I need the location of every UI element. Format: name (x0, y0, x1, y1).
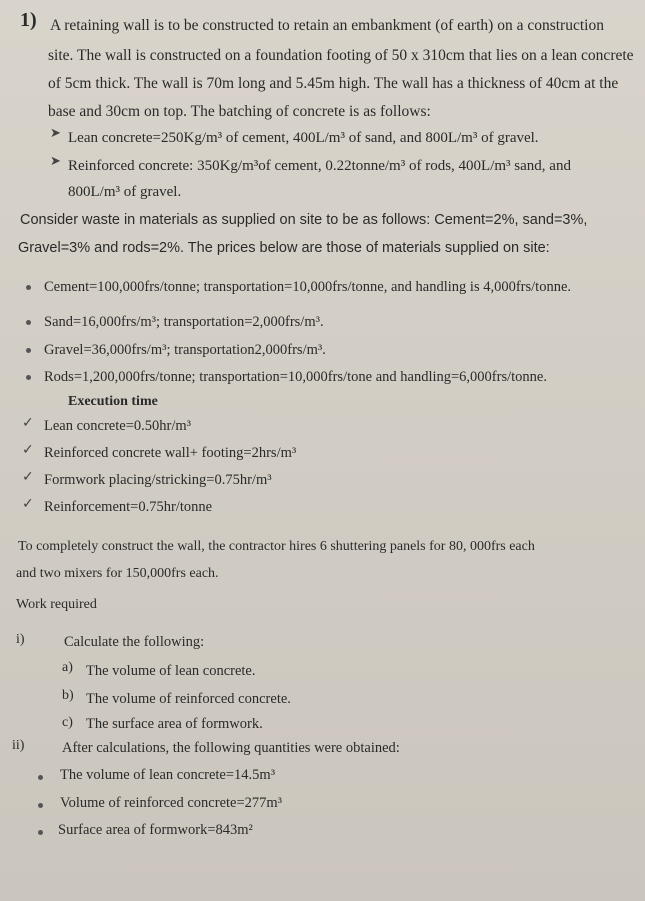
bullet-icon (26, 375, 31, 380)
result-lean: The volume of lean concrete=14.5m³ (60, 767, 276, 783)
batching-lean: Lean concrete=250Kg/m³ of cement, 400L/m³ of sand, and 800L/m³ of gravel. (68, 130, 539, 146)
check-icon: ✓ (22, 415, 34, 431)
price-gravel: Gravel=36,000frs/m³; transportation2,000frs/m³. (44, 342, 326, 358)
part-i-b-text: The volume of reinforced concrete. (86, 691, 291, 707)
part-ii-text: After calculations, the following quantities were obtained: (62, 740, 400, 756)
execution-reinforced: Reinforced concrete wall+ footing=2hrs/m³ (44, 445, 297, 461)
contractor-line-2: and two mixers for 150,000frs each. (16, 566, 219, 581)
question-number: 1) (20, 9, 37, 31)
bullet-icon (26, 285, 31, 290)
part-i-b-label: b) (62, 688, 74, 703)
part-i-a-label: a) (62, 660, 73, 675)
intro-line-1: A retaining wall is to be constructed to retain an embankment (of earth) on a construction (50, 17, 604, 34)
execution-lean: Lean concrete=0.50hr/m³ (44, 418, 191, 434)
arrow-bullet-icon: ➤ (50, 154, 61, 169)
part-i-c-text: The surface area of formwork. (86, 716, 263, 732)
arrow-bullet-icon: ➤ (50, 126, 61, 141)
bullet-icon (38, 775, 43, 780)
price-cement: Cement=100,000frs/tonne; transportation=10,000frs/tonne, and handling is 4,000frs/tonne. (44, 279, 571, 295)
part-i-text: Calculate the following: (64, 634, 205, 650)
part-ii-label: ii) (12, 738, 25, 753)
bullet-icon (26, 320, 31, 325)
bullet-icon (26, 348, 31, 353)
waste-line-2: Gravel=3% and rods=2%. The prices below are those of materials supplied on site: (18, 240, 550, 256)
part-i-c-label: c) (62, 715, 73, 730)
work-required-heading: Work required (16, 597, 97, 612)
bullet-icon (38, 803, 43, 808)
execution-title: Execution time (68, 394, 158, 409)
part-i-a-text: The volume of lean concrete. (86, 663, 256, 679)
intro-line-3: of 5cm thick. The wall is 70m long and 5.45m high. The wall has a thickness of 40cm at the (48, 75, 619, 92)
contractor-line-1: To completely construct the wall, the contractor hires 6 shuttering panels for 80, 000frs each (18, 539, 535, 554)
part-i-label: i) (16, 632, 25, 647)
execution-formwork: Formwork placing/stricking=0.75hr/m³ (44, 472, 272, 488)
execution-reinforcement: Reinforcement=0.75hr/tonne (44, 499, 213, 515)
waste-line-1: Consider waste in materials as supplied on site to be as follows: Cement=2%, sand=3%, (20, 212, 588, 228)
result-reinforced: Volume of reinforced concrete=277m³ (60, 795, 283, 811)
check-icon: ✓ (22, 442, 34, 458)
price-sand: Sand=16,000frs/m³; transportation=2,000frs/m³. (44, 314, 324, 330)
result-formwork: Surface area of formwork=843m² (58, 822, 253, 838)
batching-reinforced: Reinforced concrete: 350Kg/m³of cement, 0.22tonne/m³ of rods, 400L/m³ sand, and (68, 158, 571, 174)
intro-line-2: site. The wall is constructed on a foundation footing of 50 x 310cm that lies on a lean concrete (48, 47, 634, 64)
intro-line-4: base and 30cm on top. The batching of concrete is as follows: (48, 103, 431, 120)
check-icon: ✓ (22, 496, 34, 512)
price-rods: Rods=1,200,000frs/tonne; transportation=10,000frs/tone and handling=6,000frs/tonne. (44, 369, 547, 385)
check-icon: ✓ (22, 469, 34, 485)
batching-reinforced-cont: 800L/m³ of gravel. (68, 184, 182, 200)
bullet-icon (38, 830, 43, 835)
